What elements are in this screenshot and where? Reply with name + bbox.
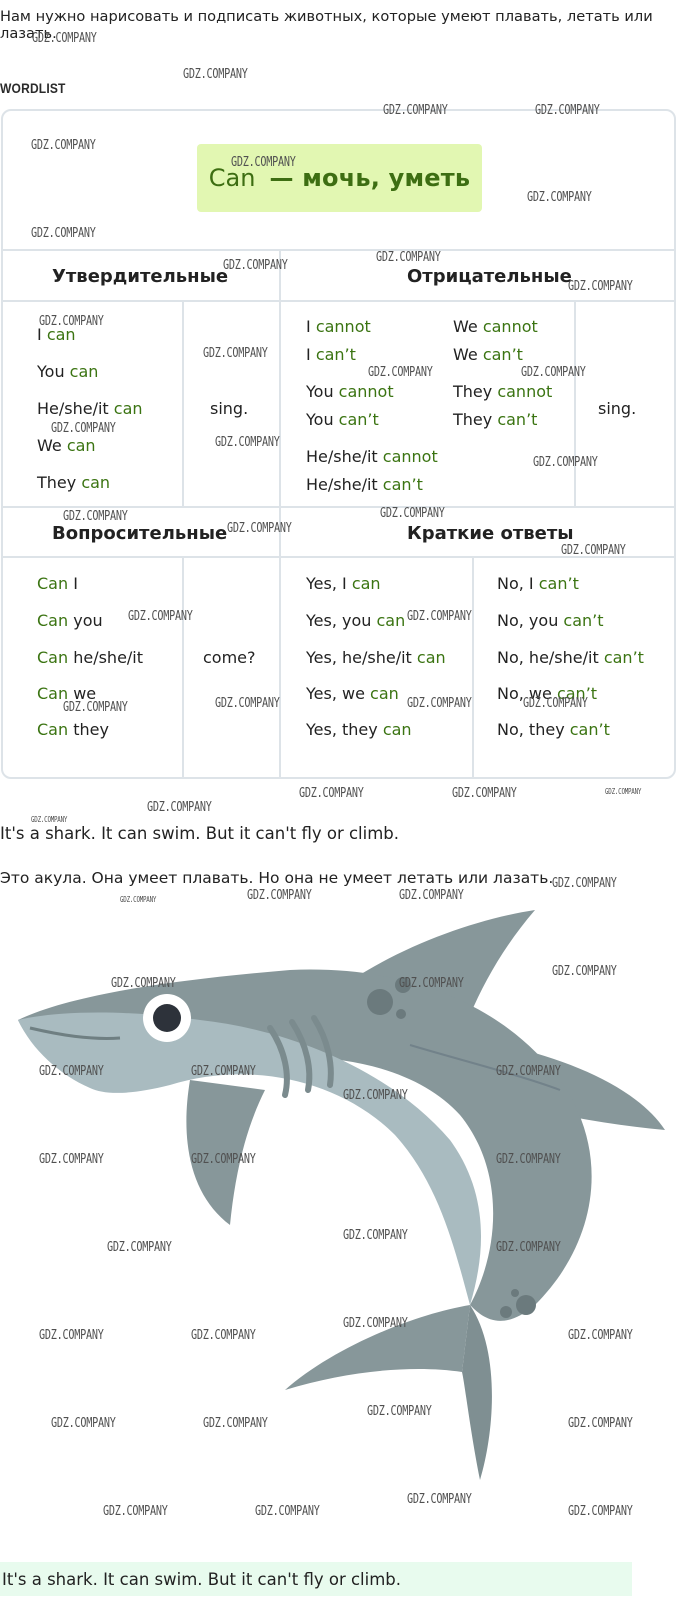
watermark: GDZ.COMPANY (39, 1064, 104, 1079)
watermark: GDZ.COMPANY (568, 1504, 633, 1519)
affirmative-row: You can (37, 362, 99, 381)
header-affirmative: Утвердительные (52, 266, 229, 287)
short-yes-row: Yes, we can (306, 684, 399, 703)
watermark: GDZ.COMPANY (203, 346, 268, 361)
divider (182, 302, 184, 506)
watermark: GDZ.COMPANY (128, 609, 193, 624)
header-short-answers: Краткие ответы (407, 523, 574, 544)
watermark: GDZ.COMPANY (496, 1152, 561, 1167)
watermark: GDZ.COMPANY (496, 1240, 561, 1255)
watermark: GDZ.COMPANY (407, 1492, 472, 1507)
watermark: GDZ.COMPANY (452, 786, 517, 801)
watermark: GDZ.COMPANY (343, 1228, 408, 1243)
divider (574, 302, 576, 506)
short-no-row: No, I can’t (497, 574, 579, 593)
affirmative-row: They can (37, 473, 111, 492)
watermark: GDZ.COMPANY (561, 543, 626, 558)
negative-row: They can’t (453, 410, 538, 429)
negative-row: You can’t (306, 410, 379, 429)
short-no-row: No, you can’t (497, 611, 604, 630)
watermark: GDZ.COMPANY (231, 155, 296, 170)
watermark: GDZ.COMPANY (533, 455, 598, 470)
watermark: GDZ.COMPANY (496, 1064, 561, 1079)
question-row: Can he/she/it (37, 648, 144, 667)
watermark: GDZ.COMPANY (568, 279, 633, 294)
short-yes-row: Yes, I can (306, 574, 381, 593)
watermark: GDZ.COMPANY (51, 421, 116, 436)
watermark: GDZ.COMPANY (31, 226, 96, 241)
title-word: Can (208, 164, 256, 192)
negative-row: He/she/it cannot (306, 447, 438, 466)
affirmative-row: He/she/it can (37, 399, 143, 418)
watermark: GDZ.COMPANY (63, 509, 128, 524)
watermark: GDZ.COMPANY (103, 1504, 168, 1519)
watermark: GDZ.COMPANY (399, 888, 464, 903)
watermark: GDZ.COMPANY (368, 365, 433, 380)
short-no-row: No, we can’t (497, 684, 598, 703)
negative-row: We can’t (453, 345, 523, 364)
short-yes-row: Yes, he/she/it can (306, 648, 446, 667)
watermark: GDZ.COMPANY (147, 800, 212, 815)
watermark: GDZ.COMPANY (568, 1416, 633, 1431)
watermark: GDZ.COMPANY (191, 1152, 256, 1167)
question-tail: come? (203, 648, 256, 667)
watermark: GDZ.COMPANY (568, 1328, 633, 1343)
shark-spot (500, 1306, 512, 1318)
watermark: GDZ.COMPANY (523, 696, 588, 711)
watermark: GDZ.COMPANY (343, 1088, 408, 1103)
negative-row: I can’t (306, 345, 356, 364)
watermark: GDZ.COMPANY (215, 696, 280, 711)
question-row: Can you (37, 611, 103, 630)
watermark: GDZ.COMPANY (63, 700, 128, 715)
watermark: GDZ.COMPANY (535, 103, 600, 118)
watermark: GDZ.COMPANY (552, 876, 617, 891)
question-row: Can I (37, 574, 78, 593)
answer-box (0, 1562, 632, 1596)
shark-caption: It's a shark. It can swim. But it can't fly or climb. (0, 824, 400, 843)
affirmative-row: I can (37, 325, 76, 344)
divider (472, 558, 474, 777)
watermark: GDZ.COMPANY (191, 1064, 256, 1079)
watermark: GDZ.COMPANY (383, 103, 448, 118)
title-translation: — мочь, уметь (269, 164, 471, 192)
divider (3, 249, 674, 251)
watermark: GDZ.COMPANY (203, 1416, 268, 1431)
watermark: GDZ.COMPANY (39, 314, 104, 329)
watermark: GDZ.COMPANY (39, 1328, 104, 1343)
watermark: GDZ.COMPANY (227, 521, 292, 536)
short-no-row: No, he/she/it can’t (497, 648, 644, 667)
answer-text: It's a shark. It can swim. But it can't fly or climb. (2, 1570, 402, 1589)
negative-row: We cannot (453, 317, 538, 336)
intro-text: Нам нужно нарисовать и подписать животных, которые умеют плавать, летать или лазать. (0, 8, 653, 42)
header-question: Вопросительные (52, 523, 228, 544)
watermark: GDZ.COMPANY (367, 1404, 432, 1419)
affirmative-row: We can (37, 436, 96, 455)
short-yes-row: Yes, they can (306, 720, 412, 739)
watermark: GDZ.COMPANY (552, 964, 617, 979)
watermark: GDZ.COMPANY (111, 976, 176, 991)
watermark: GDZ.COMPANY (223, 258, 288, 273)
watermark: GDZ.COMPANY (191, 1328, 256, 1343)
wordlist-label: WORDLIST (0, 80, 66, 96)
negative-row: He/she/it can’t (306, 475, 423, 494)
watermark: GDZ.COMPANY (107, 1240, 172, 1255)
question-row: Can they (37, 720, 109, 739)
watermark: GDZ.COMPANY (376, 250, 441, 265)
shark-spot (511, 1289, 519, 1297)
divider (182, 558, 184, 777)
short-yes-row: Yes, you can (306, 611, 406, 630)
shark-spot (516, 1295, 536, 1315)
negative-tail: sing. (598, 399, 637, 418)
watermark: GDZ.COMPANY (183, 67, 248, 82)
watermark: GDZ.COMPANY (343, 1316, 408, 1331)
header-negative: Отрицательные (407, 266, 572, 287)
shark-caption-ru: Это акула. Она умеет плавать. Но она не умеет летать или лазать. (0, 869, 554, 887)
watermark: GDZ.COMPANY (399, 976, 464, 991)
shark-spot (367, 989, 393, 1015)
negative-row: You cannot (306, 382, 394, 401)
negative-row: I cannot (306, 317, 371, 336)
negative-row: They cannot (453, 382, 553, 401)
watermark: GDZ.COMPANY (39, 1152, 104, 1167)
watermark: GDZ.COMPANY (247, 888, 312, 903)
short-no-row: No, they can’t (497, 720, 610, 739)
watermark: GDZ.COMPANY (215, 435, 280, 450)
watermark: GDZ.COMPANY (32, 31, 97, 46)
watermark: GDZ.COMPANY (407, 609, 472, 624)
watermark: GDZ.COMPANY (380, 506, 445, 521)
question-row: Can we (37, 684, 97, 703)
watermark: GDZ.COMPANY (299, 786, 364, 801)
watermark: GDZ.COMPANY (31, 138, 96, 153)
watermark: GDZ.COMPANY (527, 190, 592, 205)
watermark: GDZ.COMPANY (120, 895, 157, 904)
shark-spot (396, 1009, 406, 1019)
shark-pupil (153, 1004, 181, 1032)
watermark: GDZ.COMPANY (605, 787, 642, 796)
watermark: GDZ.COMPANY (51, 1416, 116, 1431)
affirmative-tail: sing. (210, 399, 249, 418)
watermark: GDZ.COMPANY (521, 365, 586, 380)
divider (3, 506, 674, 508)
watermark: GDZ.COMPANY (31, 815, 68, 824)
watermark: GDZ.COMPANY (407, 696, 472, 711)
watermark: GDZ.COMPANY (255, 1504, 320, 1519)
